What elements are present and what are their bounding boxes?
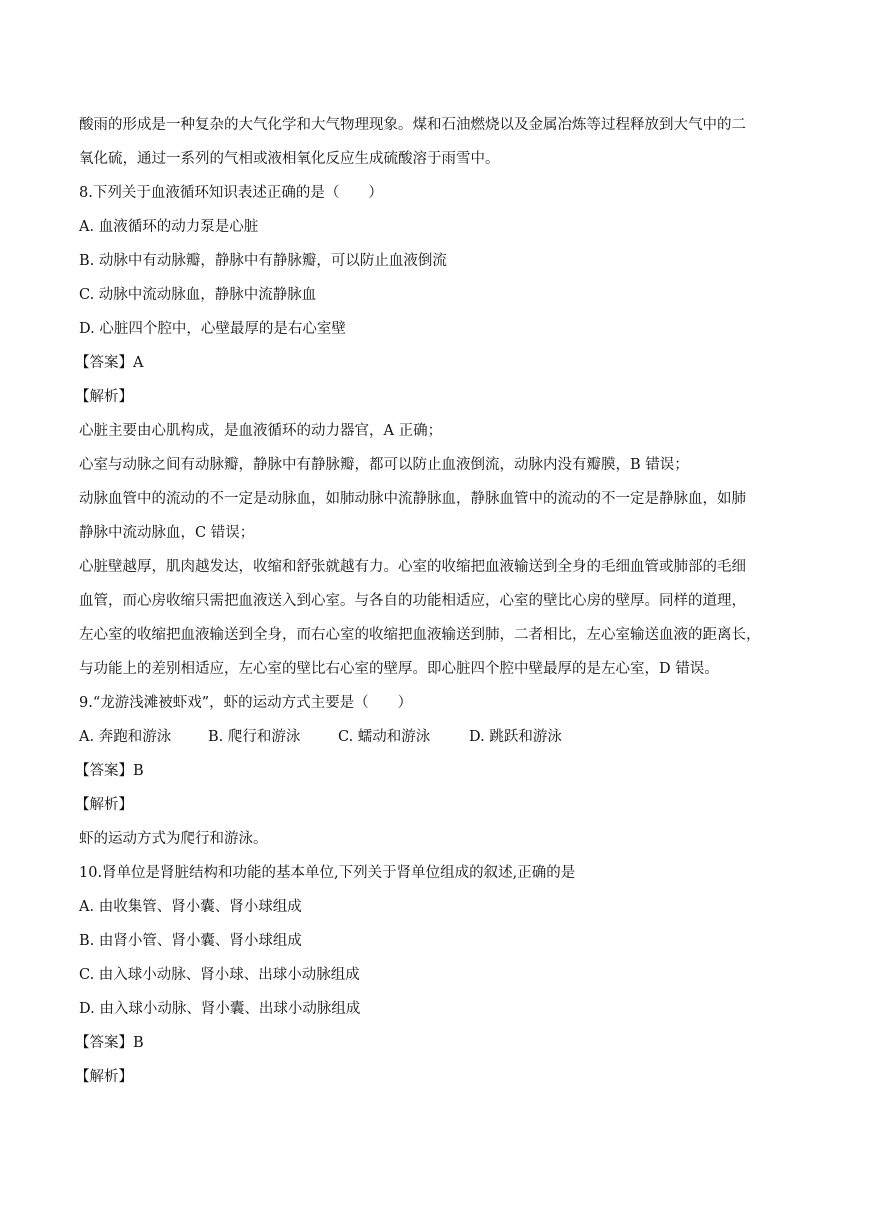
question-8-stem: 8.下列关于血液循环知识表述正确的是（ ）: [79, 185, 383, 201]
q9-option-d: D. 跳跃和游泳: [469, 729, 562, 745]
q10-analysis-label: 【解析】: [75, 1069, 133, 1085]
document-body: [75, 108, 791, 1094]
q10-option-c: C. 由入球小动脉、肾小球、出球小动脉组成: [79, 967, 360, 983]
q9-options-row: [79, 720, 791, 754]
q9-analysis-label: 【解析】: [75, 797, 133, 813]
q9-answer: 【答案】B: [75, 763, 144, 779]
q9-option-c: C. 蠕动和游泳: [338, 729, 431, 745]
question-10-stem: 10.肾单位是肾脏结构和功能的基本单位,下列关于肾单位组成的叙述,正确的是: [79, 865, 576, 881]
text-line: 氧化硫，通过一系列的气相或液相氧化反应生成硫酸溶于雨雪中。: [79, 151, 500, 167]
q8-option-b: B. 动脉中有动脉瓣，静脉中有静脉瓣，可以防止血液倒流: [79, 253, 447, 269]
q8-analysis-line: 心脏壁越厚，肌肉越发达，收缩和舒张就越有力。心室的收缩把血液输送到全身的毛细血管或肺部的毛细: [79, 559, 746, 575]
q8-answer: 【答案】A: [75, 355, 144, 371]
q8-analysis-line: 心脏主要由心肌构成，是血液循环的动力器官，A 正确；: [79, 423, 443, 439]
q10-option-b: B. 由肾小管、肾小囊、肾小球组成: [79, 933, 302, 949]
q8-option-d: D. 心脏四个腔中，心壁最厚的是右心室壁: [79, 321, 346, 337]
q8-analysis-line: 左心室的收缩把血液输送到全身，而右心室的收缩把血液输送到肺，二者相比，左心室输送血液的距离长，: [79, 627, 761, 643]
q8-analysis-line: 静脉中流动脉血，C 错误；: [79, 525, 255, 541]
q8-analysis-line: 与功能上的差别相适应，左心室的壁比右心室的壁厚。即心脏四个腔中壁最厚的是左心室，D 错误。: [79, 661, 719, 677]
q10-answer: 【答案】B: [75, 1035, 144, 1051]
q8-analysis-line: 心室与动脉之间有动脉瓣，静脉中有静脉瓣，都可以防止血液倒流，动脉内没有瓣膜，B 错误；: [79, 457, 689, 473]
q8-analysis-line: 动脉血管中的流动的不一定是动脉血，如肺动脉中流静脉血，静脉血管中的流动的不一定是静脉血，如肺: [79, 491, 746, 507]
q8-option-a: A. 血液循环的动力泵是心脏: [79, 219, 259, 235]
question-9-stem: 9.“龙游浅滩被虾戏”，虾的运动方式主要是（ ）: [79, 695, 413, 711]
q9-option-a: A. 奔跑和游泳: [79, 729, 172, 745]
text-line: 酸雨的形成是一种复杂的大气化学和大气物理现象。煤和石油燃烧以及金属冶炼等过程释放到大气中的二: [79, 117, 746, 133]
q10-option-a: A. 由收集管、肾小囊、肾小球组成: [79, 899, 302, 915]
q8-option-c: C. 动脉中流动脉血，静脉中流静脉血: [79, 287, 317, 303]
q8-analysis-line: 血管，而心房收缩只需把血液送入到心室。与各自的功能相适应，心室的壁比心房的壁厚。同样的道理，: [79, 593, 746, 609]
q10-option-d: D. 由入球小动脉、肾小囊、出球小动脉组成: [79, 1001, 361, 1017]
q9-option-b: B. 爬行和游泳: [208, 729, 301, 745]
q9-analysis-line: 虾的运动方式为爬行和游泳。: [79, 831, 268, 847]
q8-analysis-label: 【解析】: [75, 389, 133, 405]
